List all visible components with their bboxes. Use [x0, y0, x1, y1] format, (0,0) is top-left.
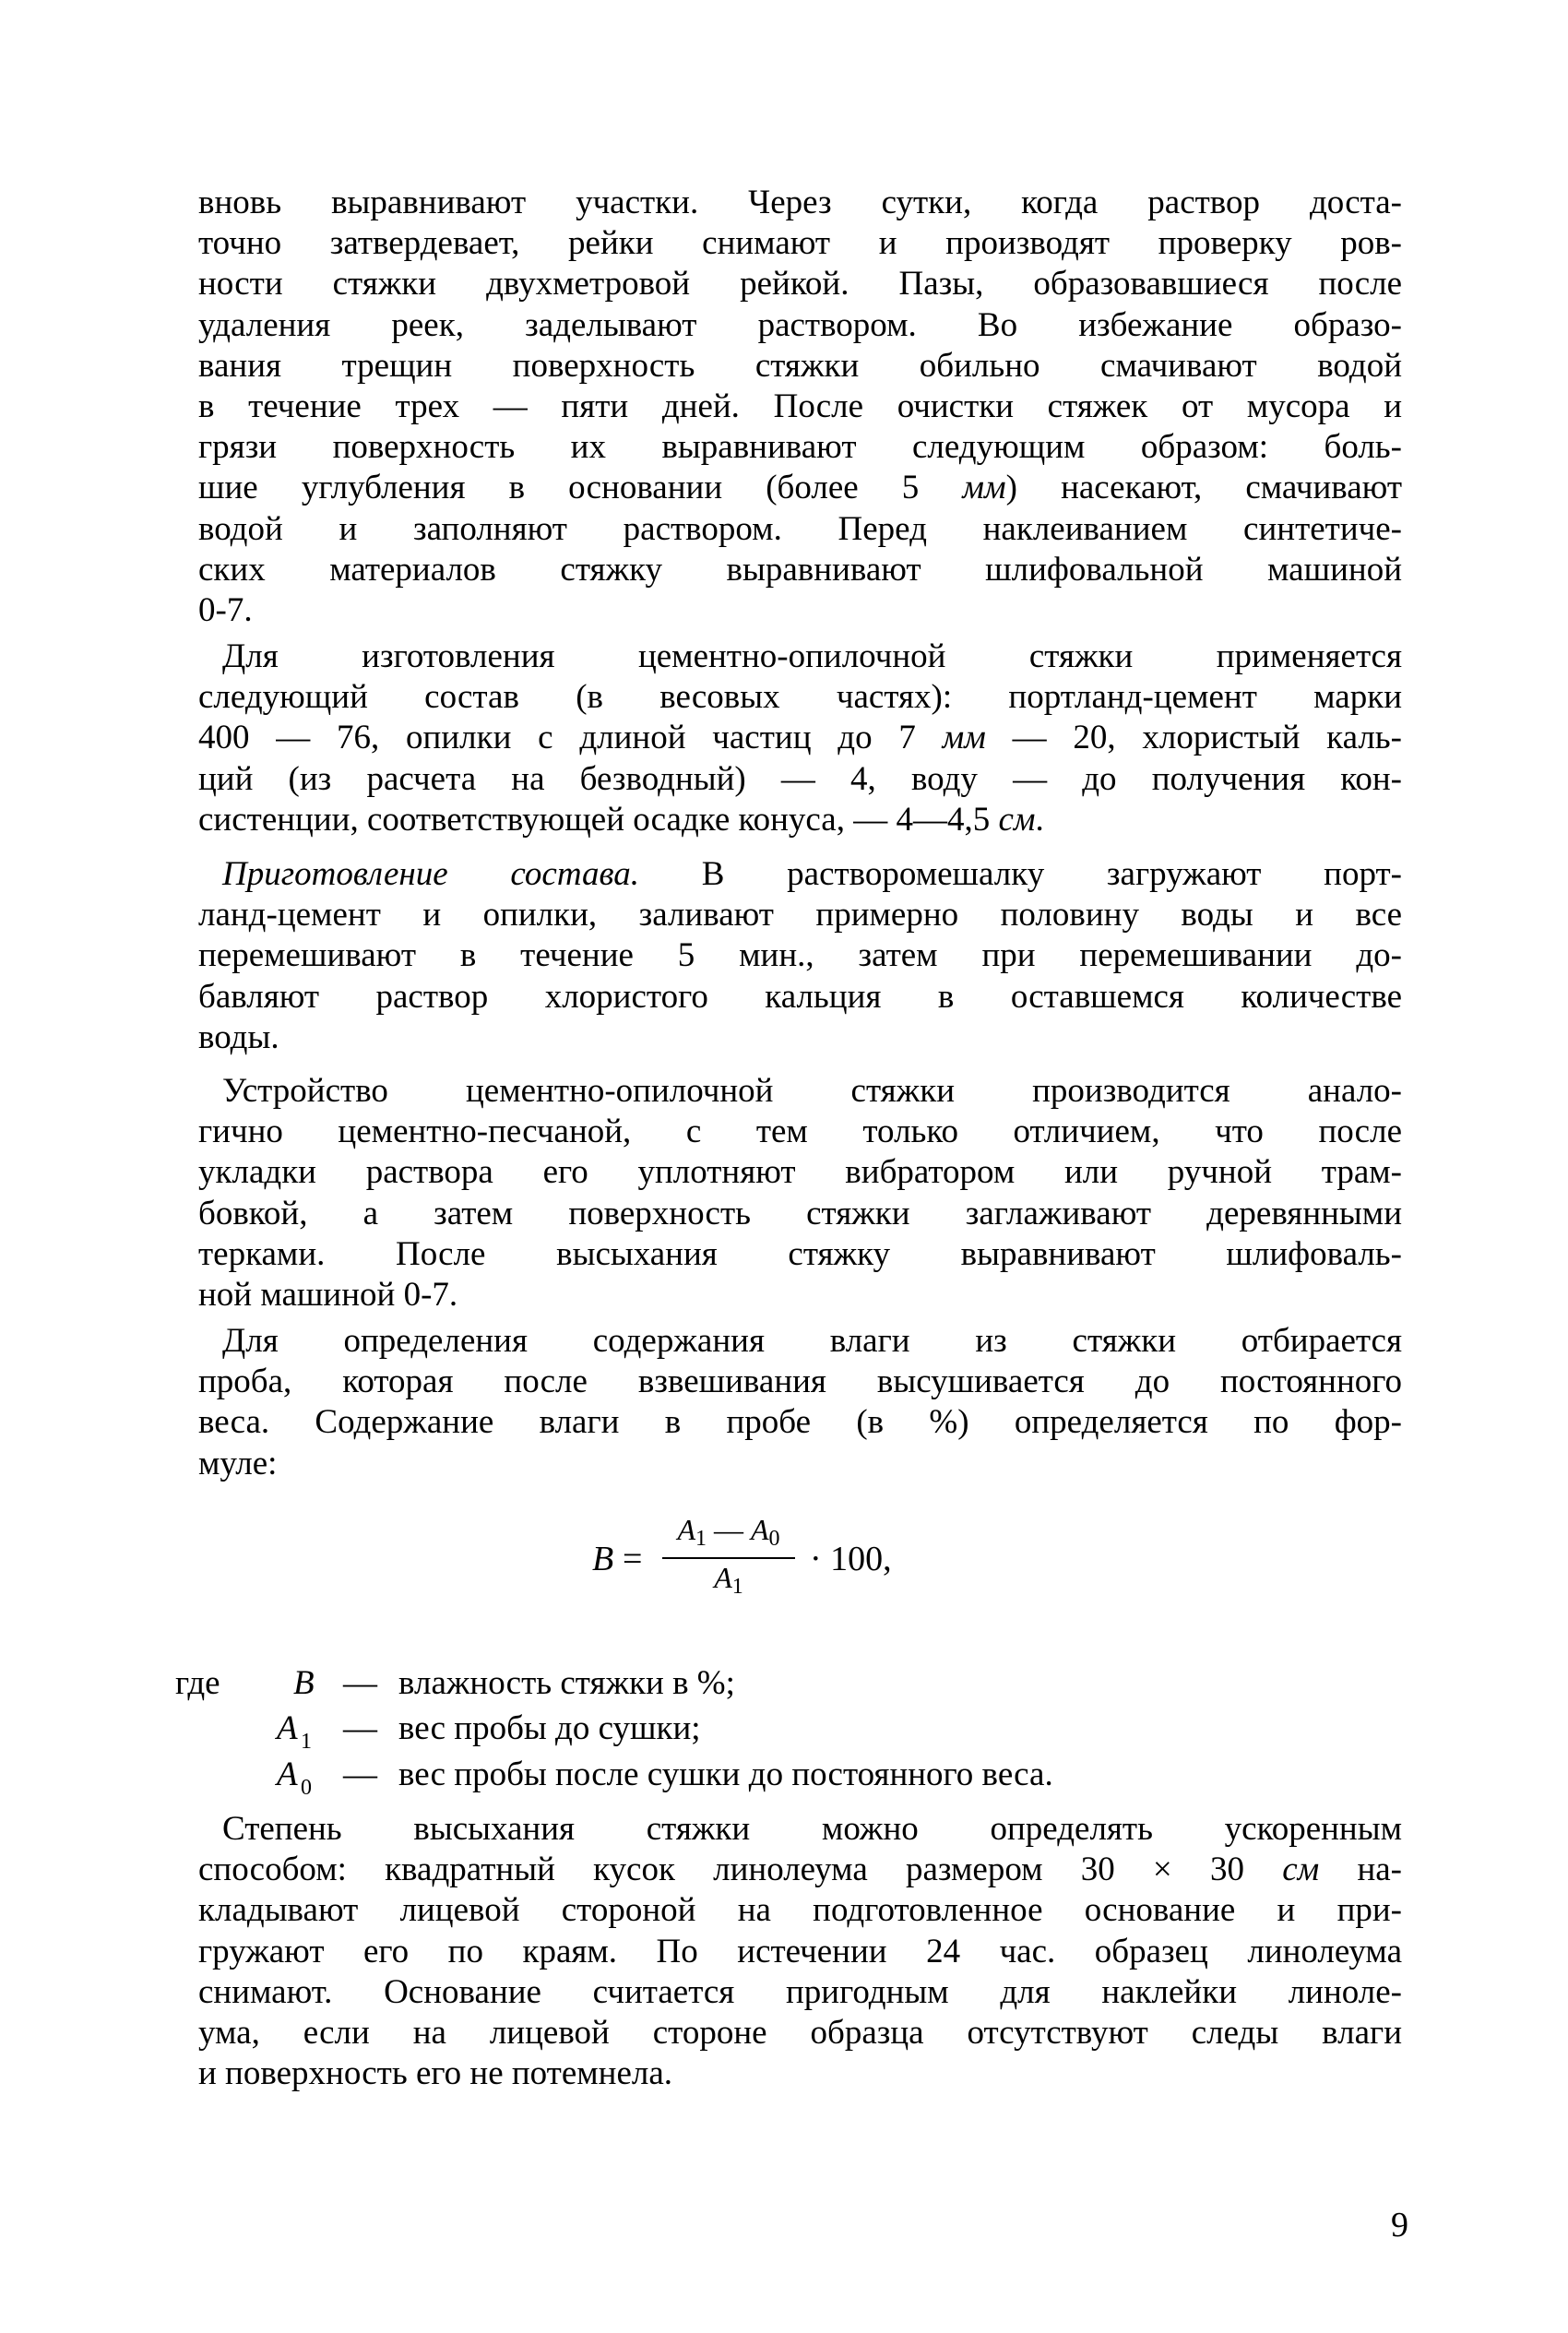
text-line: муле: [198, 1444, 278, 1482]
text-segment: ) насекают, смачивают [1005, 469, 1402, 507]
text-line: веса. Содержание влаги в пробе (в %) определяется по фор- [198, 1403, 1402, 1442]
italic-text: Приготовление состава. [222, 855, 640, 893]
legend-description: влажность стяжки в %; [398, 1664, 735, 1702]
num-minus: — [714, 1513, 743, 1546]
italic-text: мм [962, 469, 1006, 507]
legend-dash: — [343, 1756, 377, 1793]
fraction-bar [662, 1557, 795, 1559]
text-segment: — 20, хлористый каль- [985, 719, 1402, 757]
text-line: Устройство цементно-опилочной стяжки производится анало- [222, 1072, 1402, 1110]
text-line: гружают его по краям. По истечении 24 час. образец линолеума [198, 1932, 1402, 1970]
paragraph [198, 1809, 1402, 2094]
text-segment: способом: квадратный кусок линолеума размером 30 × 30 [198, 1851, 1283, 1889]
text-segment: В растворомешалку загружают порт- [639, 855, 1402, 893]
legend-where: где [175, 1664, 220, 1702]
text-line: ума, если на лицевой стороне образца отсутствуют следы влаги [198, 2013, 1402, 2052]
legend-dash: — [343, 1709, 377, 1747]
num-b: A [751, 1513, 769, 1546]
text-segment: на- [1319, 1851, 1402, 1889]
formula-tail: · 100, [810, 1540, 892, 1578]
text-line: терками. После высыхания стяжку выравнивают шлифоваль- [198, 1234, 1402, 1273]
page-number: 9 [1391, 2206, 1408, 2244]
text-line: 0-7. [198, 590, 253, 629]
text-line: бавляют раствор хлористого кальция в оставшемся количестве [198, 977, 1402, 1016]
text-line [198, 1850, 1402, 1890]
text-segment: систенции, соответствующей осадке конуса, — 4—4,5 [198, 800, 999, 839]
text-line: перемешивают в течение 5 мин., затем при перемешивании до- [198, 936, 1402, 975]
text-segment: . [1035, 800, 1044, 839]
num-a-sub: 1 [695, 1527, 707, 1551]
moisture-formula [572, 1513, 996, 1605]
text-line: Степень высыхания стяжки можно определять ускоренным [222, 1810, 1402, 1848]
italic-text: см [998, 800, 1036, 839]
num-a: A [677, 1513, 695, 1546]
text-line: грязи поверхность их выравнивают следующим образом: боль- [198, 428, 1402, 467]
text-line [198, 718, 1402, 758]
text-line: кладывают лицевой стороной на подготовленное основание и при- [198, 1891, 1402, 1930]
paragraph [198, 183, 1402, 631]
text-line [198, 468, 1402, 508]
italic-text: см [1282, 1851, 1320, 1889]
text-line: вания трещин поверхность стяжки обильно смачивают водой [198, 346, 1402, 385]
text-line: ной машиной 0-7. [198, 1275, 458, 1314]
text-segment: 400 — 76, опилки с длиной частиц до 7 [198, 719, 943, 757]
text-line: Для изготовления цементно-опилочной стяжки применяется [222, 637, 1402, 675]
text-line: вновь выравнивают участки. Через сутки, когда раствор доста- [198, 184, 1402, 221]
text-line: укладки раствора его уплотняют вибратором или ручной трам- [198, 1153, 1402, 1192]
text-line: водой и заполняют раствором. Перед наклеиванием синтетиче- [198, 509, 1402, 548]
text-line: удаления реек, заделывают раствором. Во избежание образо- [198, 305, 1402, 344]
legend-variable-subscript: 0 [301, 1776, 312, 1800]
text-line: ских материалов стяжку выравнивают шлифовальной машиной [198, 550, 1402, 589]
legend-description: вес пробы до сушки; [398, 1709, 701, 1747]
legend-variable: A [277, 1756, 298, 1793]
text-line [198, 800, 1402, 840]
text-line: проба, которая после взвешивания высушивается до постоянного [198, 1363, 1402, 1401]
text-line: бовкой, а затем поверхность стяжки заглаживают деревянными [198, 1194, 1402, 1232]
paragraph [198, 637, 1402, 840]
text-line: следующий состав (в весовых частях): портланд-цемент марки [198, 678, 1402, 717]
text-segment: шие углубления в основании (более 5 [198, 469, 963, 507]
paragraph [198, 1071, 1402, 1315]
legend-dash: — [343, 1664, 377, 1702]
den-a-sub: 1 [731, 1575, 743, 1599]
paragraph [198, 854, 1402, 1058]
formula-numerator [659, 1513, 798, 1552]
text-line: снимают. Основание считается пригодным для наклейки линоле- [198, 1972, 1402, 2011]
formula-denominator [659, 1561, 798, 1600]
text-line: и поверхность его не потемнела. [198, 2054, 673, 2093]
legend-variable-subscript: 1 [301, 1730, 312, 1754]
formula-equals: = [623, 1540, 643, 1578]
formula-lhs: B [592, 1540, 614, 1578]
num-b-sub: 0 [768, 1527, 780, 1551]
text-line [198, 854, 1402, 895]
text-line: в течение трех — пяти дней. После очистки стяжек от мусора и [198, 387, 1402, 425]
italic-text: мм [942, 719, 986, 757]
legend-variable: A [277, 1709, 298, 1747]
text-line: ланд-цемент и опилки, заливают примерно половину воды и все [198, 896, 1402, 934]
text-line: ций (из расчета на безводный) — 4, воду — до получения кон- [198, 759, 1402, 798]
text-line: точно затвердевает, рейки снимают и производят проверку ров- [198, 224, 1402, 263]
den-a: A [714, 1561, 732, 1594]
legend-description: вес пробы после сушки до постоянного веса. [398, 1756, 1053, 1793]
text-line: воды. [198, 1018, 279, 1056]
text-line: ности стяжки двухметровой рейкой. Пазы, образовавшиеся после [198, 265, 1402, 304]
text-line: гично цементно-песчаной, с тем только отличием, что после [198, 1113, 1402, 1151]
legend-variable: B [293, 1664, 315, 1702]
paragraph [198, 1321, 1402, 1484]
text-line: Для определения содержания влаги из стяжки отбирается [222, 1322, 1402, 1360]
